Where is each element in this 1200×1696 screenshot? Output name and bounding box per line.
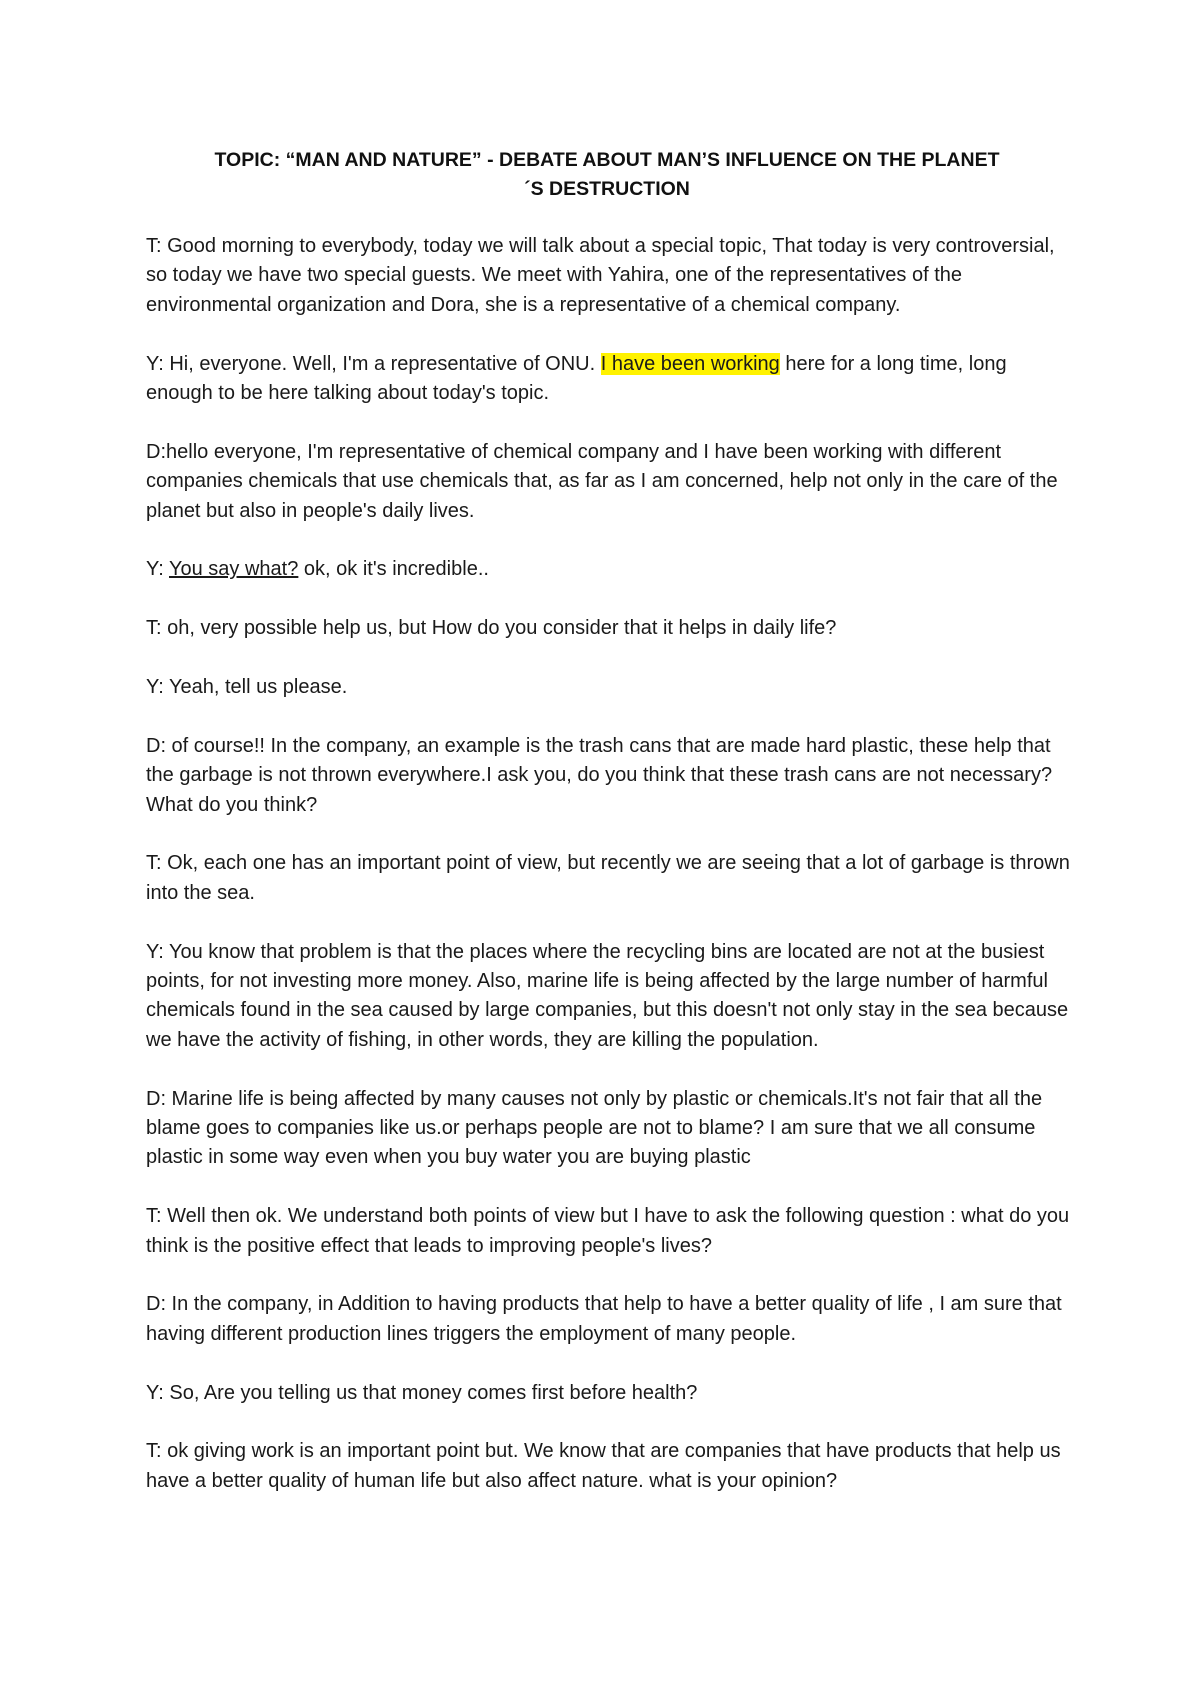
underlined-phrase: You say what? xyxy=(169,558,299,581)
paragraph-6: Y: Yeah, tell us please. xyxy=(146,676,348,699)
paragraph-2-lead: Y: Hi, everyone. Well, I'm a representative of ONU. xyxy=(146,352,601,375)
paragraph-13: Y: So, Are you telling us that money comes first before health? xyxy=(146,1381,698,1404)
paragraph-4-rest: ok, ok it's incredible.. xyxy=(298,558,489,581)
paragraph-12: D: In the company, in Addition to having products that help to have a better quality of life , I am sure that having different production lines triggers the employment of many people. xyxy=(146,1293,1062,1345)
paragraph-8: T: Ok, each one has an important point of view, but recently we are seeing that a lot of garbage is thrown into the sea. xyxy=(146,852,1070,904)
paragraph-14: T: ok giving work is an important point but. We know that are companies that have products that help us have a better quality of human life but also affect nature. what is your opinion? xyxy=(146,1440,1061,1492)
paragraph-5: T: oh, very possible help us, but How do you consider that it helps in daily life? xyxy=(146,617,837,640)
document-body xyxy=(146,232,1076,1526)
title-line-1: TOPIC: “MAN AND NATURE” - DEBATE ABOUT MAN’S INFLUENCE ON THE PLANET xyxy=(214,149,1000,171)
paragraph-3: D:hello everyone, I'm representative of chemical company and I have been working with different companies chemicals that use chemicals that, as far as I am concerned, help not only in the care of the planet but also in people's daily lives. xyxy=(146,440,1058,522)
paragraph-2 xyxy=(146,350,1076,409)
paragraph-7: D: of course!! In the company, an example is the trash cans that are made hard plastic, these help that the garbage is not thrown everywhere.I ask you, do you think that these trash cans are not necessary? What do you think? xyxy=(146,734,1053,816)
paragraph-1: T: Good morning to everybody, today we will talk about a special topic, That today is very controversial, so today we have two special guests. We meet with Yahira, one of the representatives of the environmental organization and Dora, she is a representative of a chemical company. xyxy=(146,235,1055,316)
paragraph-4 xyxy=(146,555,1076,584)
title-line-2: ´S DESTRUCTION xyxy=(524,178,690,200)
highlighted-phrase: I have been working xyxy=(600,352,780,375)
paragraph-11: T: Well then ok. We understand both points of view but I have to ask the following question : what do you think is the positive effect that leads to improving people's lives? xyxy=(146,1205,1070,1257)
document-title xyxy=(146,146,1068,204)
paragraph-10: D: Marine life is being affected by many causes not only by plastic or chemicals.It's not fair that all the blame goes to companies like us.or perhaps people are not to blame? I am sure that we all consume plastic in some way even when you buy water you are buying plastic xyxy=(146,1087,1043,1169)
paragraph-2-rest: here for a long time, long enough to be here talking about today's topic. xyxy=(146,352,1007,405)
paragraph-4-lead: Y: xyxy=(146,558,169,581)
paragraph-9: Y: You know that problem is that the places where the recycling bins are located are not at the busiest points, for not investing more money. Also, marine life is being affected by the large number of harmful chemicals found in the sea caused by large companies, but this doesn't not only stay in the sea because we have the activity of fishing, in other words, they are killing the population. xyxy=(146,940,1069,1051)
